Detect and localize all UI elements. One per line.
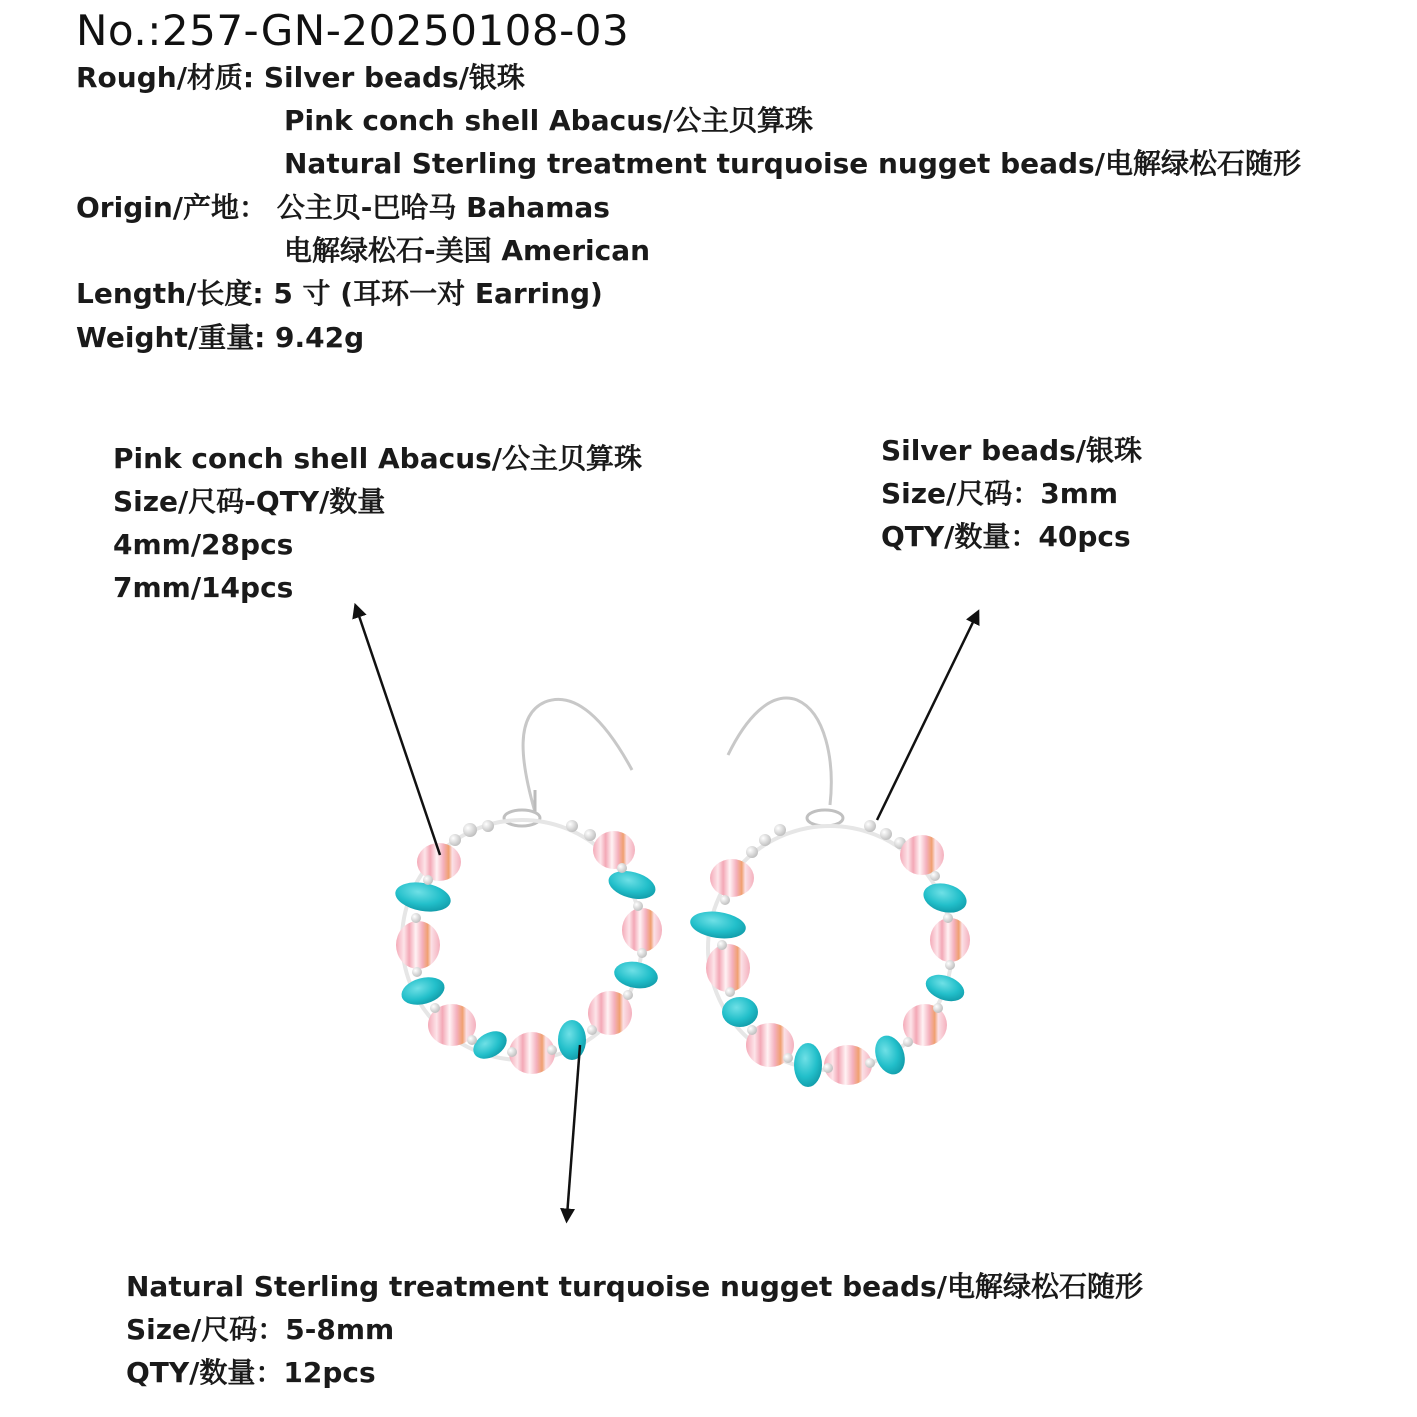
silver-qty: QTY/数量：40pcs <box>881 520 1131 553</box>
length-value: 5 寸 (耳环一对 Earring) <box>273 277 603 310</box>
ear-hook-left <box>523 699 632 812</box>
pink-shell-title: Pink conch shell Abacus/公主贝算珠 <box>113 442 643 475</box>
weight-value: 9.42g <box>275 321 365 354</box>
pink-shell-line-7mm: 7mm/14pcs <box>113 571 294 604</box>
right-earring <box>688 698 970 1087</box>
left-earring <box>393 699 662 1074</box>
silver-size: Size/尺码：3mm <box>881 477 1119 510</box>
weight-label: Weight/重量: <box>76 321 266 354</box>
length-label: Length/长度: <box>76 277 264 310</box>
arrow-silver <box>877 616 976 820</box>
silver-title: Silver beads/银珠 <box>881 434 1143 467</box>
turquoise-title: Natural Sterling treatment turquoise nugget beads/电解绿松石随形 <box>126 1270 1143 1303</box>
rough-label: Rough/材质: <box>76 61 255 94</box>
origin-value-turquoise: 电解绿松石-美国 American <box>284 234 651 267</box>
arrow-turquoise <box>567 1045 580 1216</box>
pink-shell-size-qty-header: Size/尺码-QTY/数量 <box>113 485 386 518</box>
origin-value-shell: 公主贝-巴哈马 Bahamas <box>276 191 610 224</box>
rough-value-silver: Silver beads/银珠 <box>263 61 525 94</box>
ear-hook-right <box>728 698 831 805</box>
turquoise-size: Size/尺码：5-8mm <box>126 1313 395 1346</box>
turquoise-qty: QTY/数量：12pcs <box>126 1356 376 1389</box>
rough-value-pink-shell: Pink conch shell Abacus/公主贝算珠 <box>284 104 814 137</box>
origin-label: Origin/产地： <box>76 191 268 224</box>
pink-shell-line-4mm: 4mm/28pcs <box>113 528 294 561</box>
lobster-clasp-right <box>807 810 843 826</box>
rough-value-turquoise: Natural Sterling treatment turquoise nugget beads/电解绿松石随形 <box>284 147 1301 180</box>
product-number: No.:257-GN-20250108-03 <box>76 6 630 55</box>
arrow-pink-shell <box>357 610 440 855</box>
